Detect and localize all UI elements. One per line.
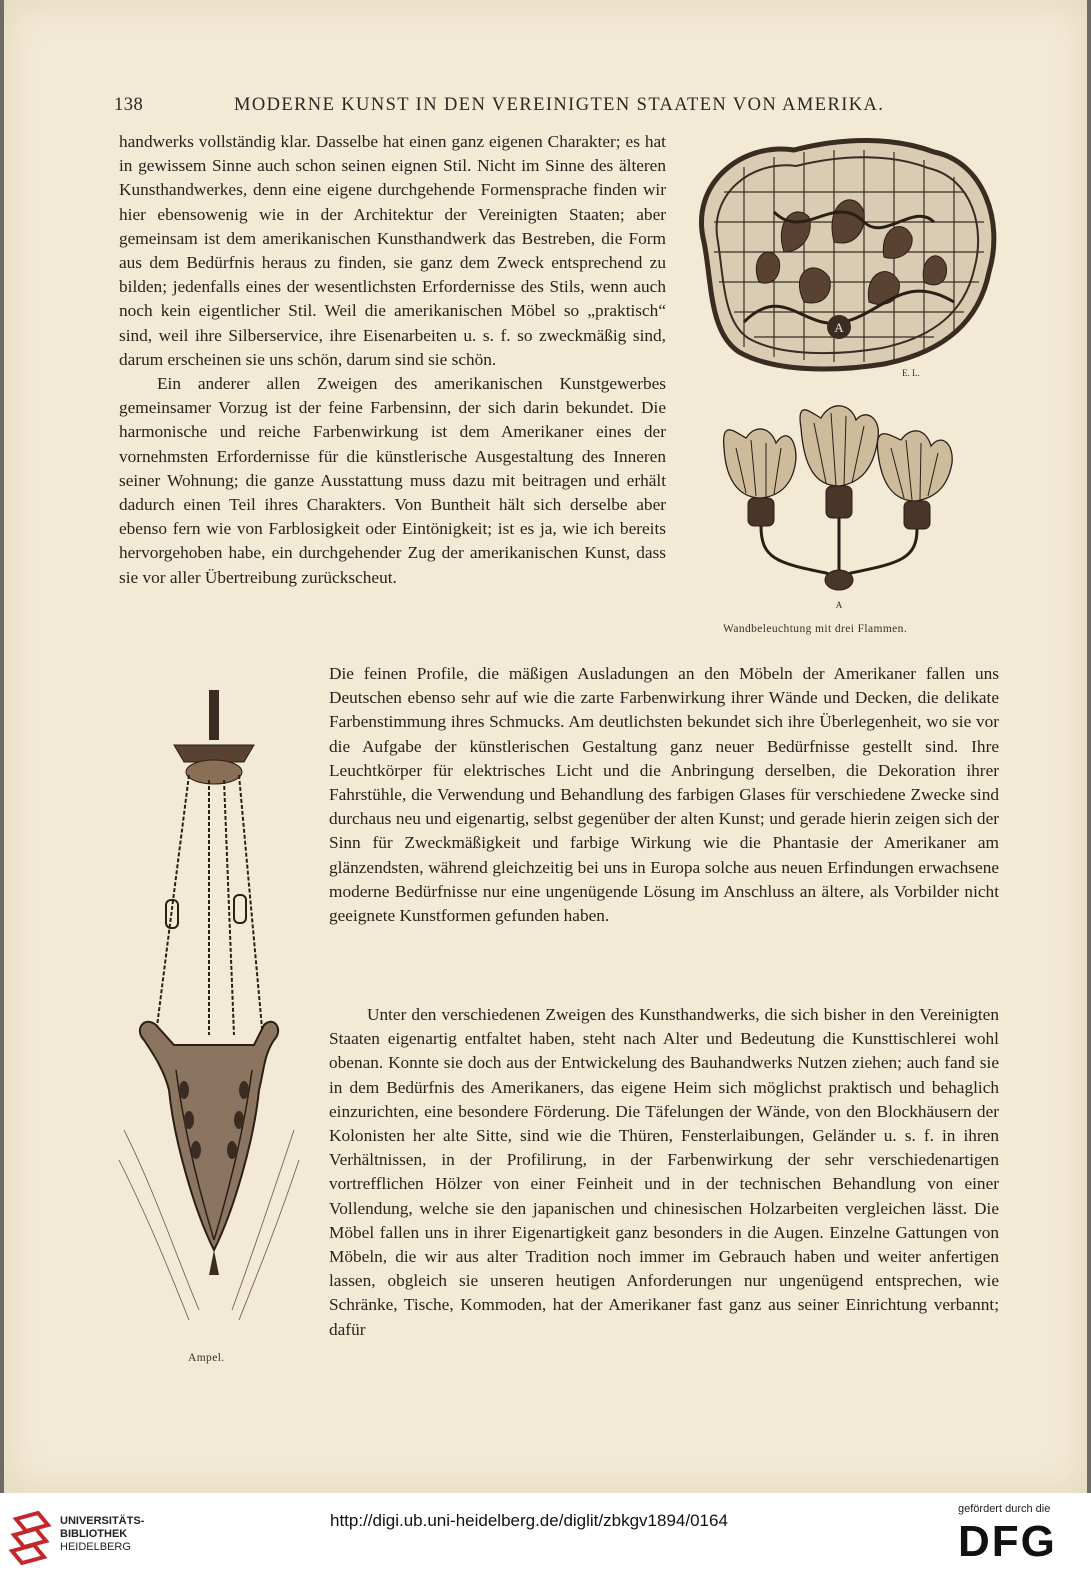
- paragraph: Unter den verschiedenen Zweigen des Kunsthandwerks, die sich bisher in den Vereinigten Staaten eigenartig entfaltet haben, steht nach Alter und Bedeutung die Kunsttischlerei wohl obenan. Konnte sie doch aus der Entwickelung des Bauhandwerks Nutzen ziehen; auch fand sie in dem Bedürfnis des Amerikaners, das eigene Heim sich möglichst praktisch und behaglich einzurichten, eine besondere Förderung. Die Täfelungen der Wände, von den Blockhäusern der Kolonisten her alte Sitte, sind wie die Thüren, Fensterlaibungen, Geländer u. s. f. in ihren Verhältnissen, in der Profilirung, in der Farbenwirkung der sehr verschiedenartigen vortrefflichen Hölzer von einer Feinheit und in der technischen Behandlung von einer Vollendung, welche sie den japanischen und chinesischen Holzarbeiten vergleichen lässt. Die Möbel fallen uns in ihrer Eigenartigkeit ganz besonders in die Augen. Einzelne Gattungen von Möbeln, die wir aus alter Tradition noch immer im Gebrauch haben und weiter anfertigen lassen, obgleich sie unseren heutigen Anforderungen nur ungenügend entsprechen, wie Schränke, Tische, Kommoden, hat der Amerikaner fast ganz aus seiner Einrichtung verbannt; dafür: [329, 1005, 999, 1339]
- running-title: MODERNE KUNST IN DEN VEREINIGTEN STAATEN VON AMERIKA.: [234, 95, 885, 115]
- stained-glass-shade-illustration: [684, 132, 1004, 382]
- text-column-middle: [329, 662, 999, 928]
- text-column-lower: [329, 1003, 999, 1342]
- funding-label: gefördert durch die: [958, 1503, 1051, 1515]
- ampel-caption: Ampel.: [188, 1352, 225, 1364]
- wall-sconce-illustration: [716, 398, 966, 613]
- university-library-logo-icon: [8, 1511, 56, 1567]
- paragraph: handwerks vollständig klar. Dasselbe hat einen ganz eigenen Charakter; es hat in gewissem Sinne auch schon seinen eignen Stil. Nicht im Sinne des älteren Kunsthandwerkes, denn eine eigene durchgehende Formensprache finden wir hier ebensowenig wie in der Architektur der Vereinigten Staaten; aber gemeinsam ist dem amerikanischen Kunsthandwerk das Bestreben, die Form aus dem Bedürfnis heraus zu finden, sie ganz dem Zweck entsprechend zu bilden; jedenfalls eines der wesentlichsten Erfordernisse des Stils, wenn auch noch kein eigentlicher Stil. Weil die amerikanischen Möbel so „praktisch“ sind, weil ihre Silberservice, ihre Eisenarbeiten u. s. f. so zweckmäßig sind, darum erscheinen sie uns schön, darum sind sie schön.: [119, 132, 666, 369]
- page-number: 138: [114, 95, 144, 115]
- text-column-upper-left: [119, 130, 666, 590]
- sconce-caption: Wandbeleuchtung mit drei Flammen.: [723, 623, 908, 635]
- footer-bar: [0, 1493, 1091, 1583]
- hanging-lamp-illustration: [114, 690, 304, 1330]
- permalink-url[interactable]: http://digi.ub.uni-heidelberg.de/diglit/zbkgv1894/0164: [330, 1511, 728, 1530]
- shade-signature: E. L.: [902, 368, 920, 378]
- library-name: UNIVERSITÄTS- BIBLIOTHEK HEIDELBERG: [60, 1515, 145, 1553]
- paragraph: Die feinen Profile, die mäßigen Ausladungen an den Möbeln der Amerikaner fallen uns Deutschen ebenso sehr auf wie die zarte Farbenwirkung ihrer Wände und Decken, die delikate Farbenstimmung ihres Schmucks. Am deutlichsten bekundet sich ihre Überlegenheit, wo sie vor die Aufgabe der künstlerischen Gestaltung ganz neuer Bedürfnisse gestellt sind. Ihre Leuchtkörper für elektrisches Licht und die Anbringung derselben, die Dekoration ihrer Fahrstühle, die Verwendung und Behandlung des farbigen Glases für verschiedene Zwecke sind durchaus neu und eigenartig, selbst gegenüber der alten Kunst; und gerade hierin zeigen sich der Sinn für Zweckmäßigkeit und farbige Wirkung wie die Phantasie der Amerikaner am glänzendsten, während gleichzeitig bei uns in Europa solche aus neuen Erfindungen erwachsene moderne Bedürfnisse nur eine ungenügende Lösung im Anschluss an ältere, als Vorbilder nicht geeignete Kunstformen gefunden haben.: [329, 664, 999, 926]
- paragraph: Ein anderer allen Zweigen des amerikanischen Kunstgewerbes gemeinsamer Vorzug ist der feine Farbensinn, der sich darin bekundet. Die harmonische und reiche Farbenwirkung ist dem Amerikaner eines der vornehmsten Erfordernisse für die künstlerische Ausgestaltung des Inneren seiner Wohnung; die ganze Ausstattung muss dazu mit beitragen und erhält dadurch einen Teil ihres Charakters. Von Buntheit hält sich derselbe aber ebenso fern wie von Farblosigkeit oder Eintönigkeit; ist es ja, wie ich bereits hervorgehoben habe, ein durchgehender Zug der amerikanischen Kunst, dass sie vor aller Übertreibung zurückscheut.: [119, 374, 666, 587]
- dfg-logo: DFG: [958, 1517, 1057, 1566]
- book-page: [4, 0, 1087, 1493]
- sconce-monogram: A: [835, 600, 843, 610]
- shade-monogram: A: [834, 320, 844, 335]
